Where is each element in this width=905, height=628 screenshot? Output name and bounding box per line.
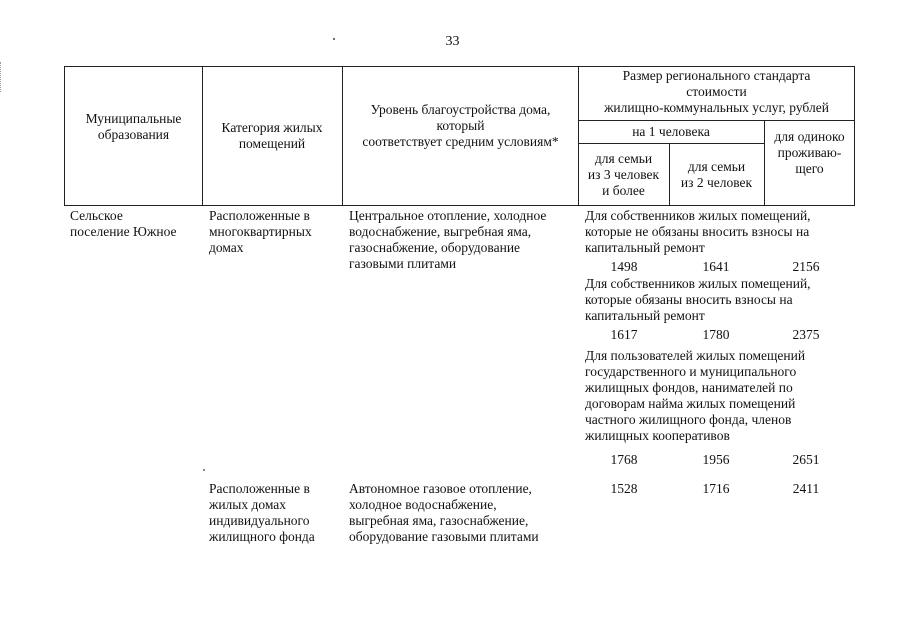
value-family3: 1528: [610, 481, 638, 496]
table-top-border: [64, 66, 855, 67]
header-category: Категория жилых помещений: [221, 120, 323, 151]
row-level: Автономное газовое отопление, холодное водоснабжение, выгребная яма, газоснабжение, оборудование газовыми плитами: [349, 481, 539, 544]
header-size-title: Размер регионального стандарта стоимости жилищно-коммунальных услуг, рублей: [604, 68, 829, 115]
header-single: для одиноко проживаю- щего: [774, 129, 845, 176]
value-single: 2651: [792, 452, 820, 467]
header-family-2: для семьи из 2 человек: [680, 159, 753, 190]
value-single: 2156: [792, 259, 820, 274]
row-category: Расположенные в многоквартирных домах: [209, 208, 312, 255]
value-family3: 1498: [610, 259, 638, 274]
table-header-bottom-border: [64, 205, 855, 206]
row-municipality: Сельское поселение Южное: [70, 208, 177, 239]
value-family2: 1956: [702, 452, 730, 467]
header-municipality: Муниципальные образования: [85, 111, 182, 142]
header-per-person: на 1 человека: [632, 124, 710, 139]
value-family2: 1716: [702, 481, 730, 496]
margin-mark: [0, 62, 3, 92]
value-single: 2375: [792, 327, 820, 342]
value-family2: 1780: [702, 327, 730, 342]
row-level: Центральное отопление, холодное водоснабжение, выгребная яма, газоснабжение, оборудование газовыми плитами: [349, 208, 547, 271]
scan-speck: [203, 469, 205, 471]
header-family-3: для семьи из 3 человек и более: [587, 151, 660, 198]
header-level: Уровень благоустройства дома, который соответствует средним условиям*: [362, 102, 559, 149]
value-family3: 1617: [610, 327, 638, 342]
table-subheader-border: [578, 120, 855, 121]
row-category: Расположенные в жилых домах индивидуального жилищного фонда: [209, 481, 315, 544]
page-number: 33: [445, 34, 460, 49]
group-label-2: Для собственников жилых помещений, которые обязаны вносить взносы на капитальный ремонт: [585, 276, 811, 323]
group-label-3: Для пользователей жилых помещений государственного и муниципального жилищных фондов, нанимателей по договорам найма жилых помещений частного жилищного фонда, членов жилищных кооперативов: [585, 348, 806, 443]
table-subheader-border: [578, 143, 764, 144]
value-family3: 1768: [610, 452, 638, 467]
value-single: 2411: [792, 481, 820, 496]
group-label-1: Для собственников жилых помещений, которые не обязаны вносить взносы на капитальный ремонт: [585, 208, 811, 255]
value-family2: 1641: [702, 259, 730, 274]
